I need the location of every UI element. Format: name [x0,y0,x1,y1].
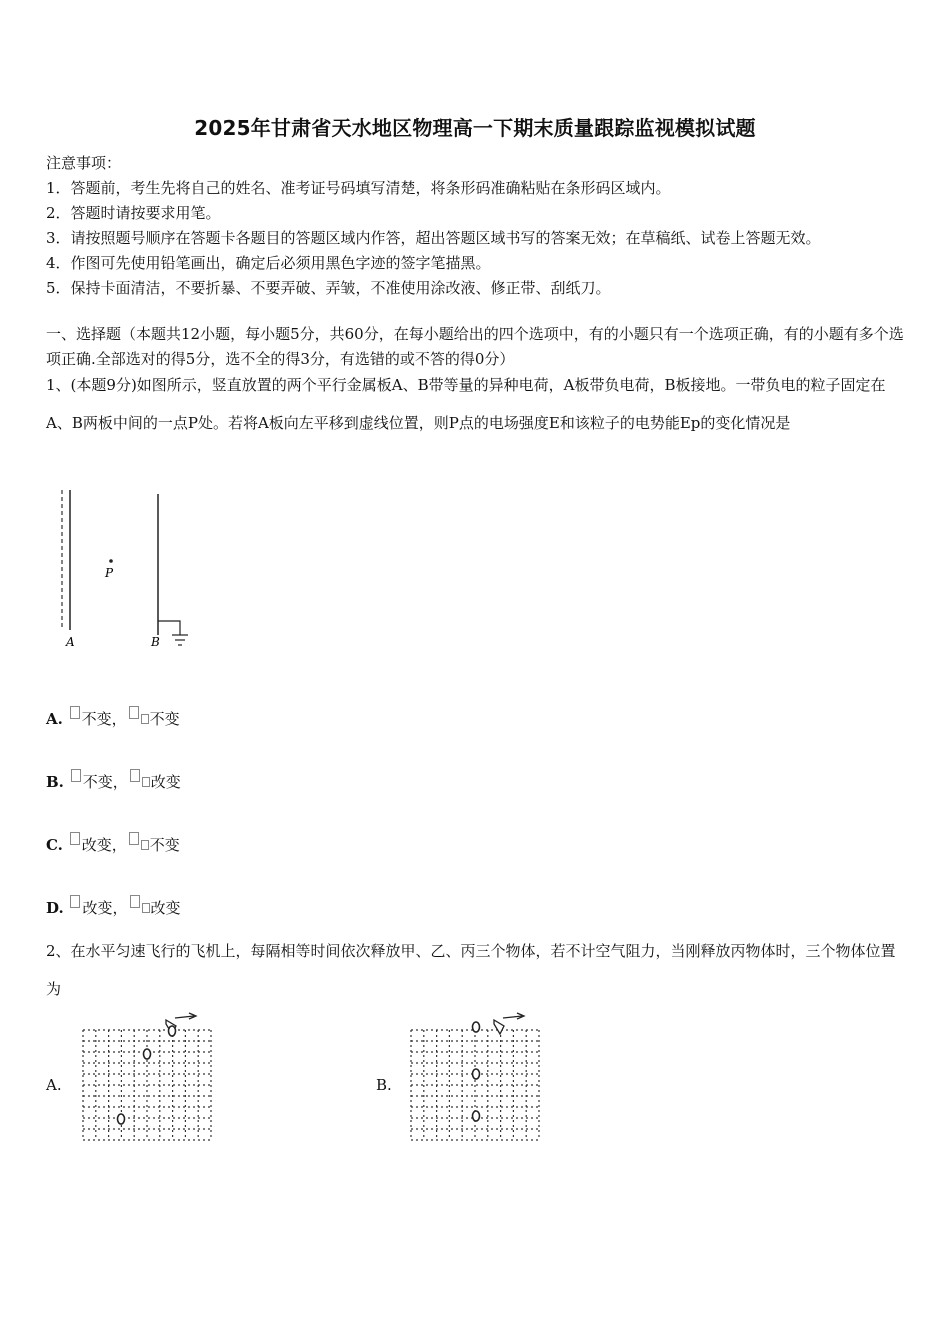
q1-option-c-second: 不变 [149,836,180,854]
q1-option-a-first: 不变， [81,710,127,728]
q1-option-c-label: C. [46,836,63,854]
missing-glyph-icon [142,903,150,913]
q1-option-d-second: 改变 [150,899,181,917]
missing-glyph-icon [141,840,149,850]
q2-option-a-label[interactable]: A. [46,1076,62,1094]
notice-item-5: 5．保持卡面清洁，不要折暴、不要弄破、弄皱，不准使用涂改液、修正带、刮纸刀。 [46,279,611,297]
missing-glyph-icon [71,769,81,782]
falling-object-icon [169,1026,176,1036]
notice-item-3: 3．请按照题号顺序在答题卡各题目的答题区域内作答，超出答题区域书写的答案无效；在草稿纸、试卷上答题无效。 [46,229,821,247]
q1-option-c[interactable] [46,832,180,855]
missing-glyph-icon [130,769,140,782]
q1-option-a[interactable] [46,706,180,729]
q1-option-b-second: 改变 [150,773,181,791]
falling-object-icon [144,1049,151,1059]
ground-wire [158,621,180,635]
missing-glyph-icon [141,714,149,724]
falling-object-icon [118,1114,125,1124]
falling-object-icon [473,1022,480,1032]
missing-glyph-icon [129,706,139,719]
missing-glyph-icon [70,895,80,908]
q1-option-a-label: A. [46,710,63,728]
q1-option-c-first: 改变， [81,836,127,854]
falling-object-icon [473,1111,480,1121]
notice-item-4: 4．作图可先使用铅笔画出，确定后必须用黑色字迹的签字笔描黑。 [46,254,491,272]
missing-glyph-icon [129,832,139,845]
question-2-text: 2、在水平匀速飞行的飞机上，每隔相等时间依次释放甲、乙、丙三个物体，若不计空气阻力，当刚释放丙物体时，三个物体位置为 [46,942,896,998]
q2-option-a-grid[interactable] [80,1012,215,1146]
capacitor-figure [50,490,200,660]
question-1-text: 1、(本题9分)如图所示，竖直放置的两个平行金属板A、B带等量的异种电荷，A板带负电荷，B板接地。一带负电的粒子固定在A、B两板中间的一点P处。若将A板向左平移到虚线位置，则P点的电场强度E和该粒子的电势能Ep的变化情况是 [46,376,886,432]
notice-item-1: 1．答题前，考生先将自己的姓名、准考证号码填写清楚，将条形码准确粘贴在条形码区域内。 [46,179,671,197]
page-title: 2025年甘肃省天水地区物理高一下期末质量跟踪监视模拟试题 [194,116,756,140]
q1-option-d-label: D. [46,899,64,917]
point-p-dot [109,559,113,563]
section-1-heading: 一、选择题（本题共12小题，每小题5分，共60分，在每小题给出的四个选项中，有的小题只有一个选项正确，有的小题有多个选项正确.全部选对的得5分，选不全的得3分，有选错的或不答的得0分） [46,325,904,368]
plate-b-label: B [151,635,160,649]
notice-item-2: 2．答题时请按要求用笔。 [46,204,221,222]
point-p-label: P [105,566,114,580]
q2-option-b-label[interactable]: B. [376,1076,392,1094]
notice-heading: 注意事项： [46,154,122,172]
missing-glyph-icon [142,777,150,787]
missing-glyph-icon [130,895,140,908]
airplane-icon [494,1020,504,1034]
q1-option-d[interactable] [46,895,181,918]
q1-option-b-label: B. [46,773,64,791]
q1-option-a-second: 不变 [149,710,180,728]
q1-option-d-first: 改变， [82,899,128,917]
plate-a-label: A [66,635,75,649]
falling-object-icon [473,1069,480,1079]
missing-glyph-icon [70,706,80,719]
q1-option-b-first: 不变， [82,773,128,791]
q1-option-b[interactable] [46,769,181,792]
q2-option-b-grid[interactable] [408,1012,543,1146]
missing-glyph-icon [70,832,80,845]
